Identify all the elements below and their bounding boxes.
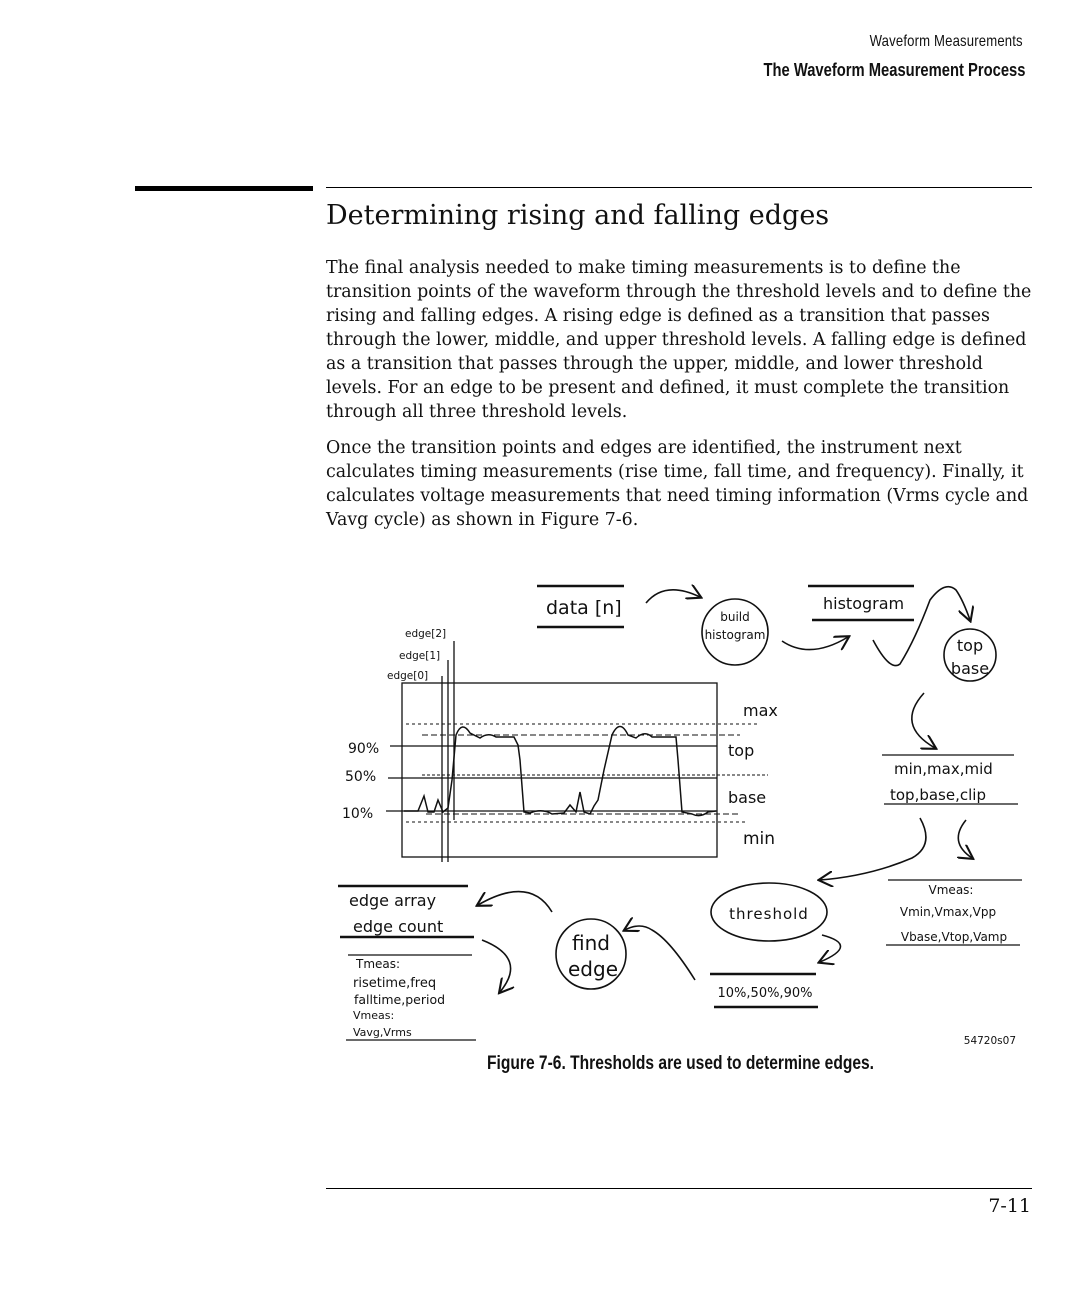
footer-rule xyxy=(326,1188,1032,1189)
edge-2-label: edge[2] xyxy=(405,628,447,640)
section-rule-thick xyxy=(135,186,313,191)
section-rule-thin xyxy=(326,187,1032,188)
base-level-label: base xyxy=(728,788,767,807)
vmeas-right-line2: Vbase,Vtop,Vamp xyxy=(900,930,1008,944)
min-level-label: min xyxy=(743,829,776,849)
threshold-label: threshold xyxy=(729,905,809,923)
base-label: base xyxy=(950,659,990,678)
tmeas-line1: risetime,freq xyxy=(353,976,437,991)
edge-label: edge xyxy=(568,957,618,981)
tmeas-vmeas: Vmeas: xyxy=(353,1009,395,1022)
max-level-label: max xyxy=(743,701,778,720)
edge-1-label: edge[1] xyxy=(399,650,441,662)
tmeas-line2: falltime,period xyxy=(354,992,446,1007)
body-paragraph-2: Once the transition points and edges are identified, the instrument next calculates timing measurements (rise time, fall time, and frequency). Finally, it calculates voltage measurements that need timing information (Vrms cycle and Vavg cycle) as shown in Figure 7-6. xyxy=(326,438,1029,530)
percent-10-label: 10% xyxy=(342,806,374,822)
body-paragraph-1: The final analysis needed to make timing measurements is to define the transition points of the waveform through the threshold levels and to define the rising and falling edges. A rising edge is defined as a transition that passes through the lower, middle, and upper threshold levels. A falling edge is defined as a transition that passes through the upper, middle, and lower threshold levels. For an edge to be present and defined, it must complete the transition through all three threshold levels. xyxy=(326,258,1032,422)
figure-caption: Figure 7-6. Thresholds are used to determine edges. xyxy=(487,1053,875,1074)
data-n-label: data [n] xyxy=(546,597,622,619)
top-level-label: top xyxy=(728,741,755,760)
running-header-section: Waveform Measurements xyxy=(869,33,1023,50)
build-label: build xyxy=(720,610,750,624)
page-number: 7-11 xyxy=(988,1195,1031,1217)
topbase-label: top,base,clip xyxy=(890,786,986,804)
top-label: top xyxy=(956,636,984,655)
vmeas-right-line1: Vmin,Vmax,Vpp xyxy=(899,905,997,919)
threshold-values-label: 10%,50%,90% xyxy=(717,986,813,1001)
edge-count-label: edge count xyxy=(353,917,444,936)
minmax-label: min,max,mid xyxy=(894,760,993,778)
edge-0-label: edge[0] xyxy=(387,670,429,682)
percent-90-label: 90% xyxy=(348,741,380,757)
edge-array-label: edge array xyxy=(349,891,437,910)
figure-7-6-diagram xyxy=(330,575,1030,1055)
percent-50-label: 50% xyxy=(345,769,377,785)
tmeas-vavg: Vavg,Vrms xyxy=(353,1026,412,1039)
vmeas-right-title: Vmeas: xyxy=(928,883,974,897)
histogram-small-label: histogram xyxy=(704,628,766,642)
find-label: find xyxy=(572,931,610,955)
running-header-subsection: The Waveform Measurement Process xyxy=(763,60,1025,80)
figure-id: 54720s07 xyxy=(963,1035,1016,1047)
section-title: Determining rising and falling edges xyxy=(326,200,830,231)
tmeas-title: Tmeas: xyxy=(356,957,401,971)
histogram-label: histogram xyxy=(823,594,905,613)
